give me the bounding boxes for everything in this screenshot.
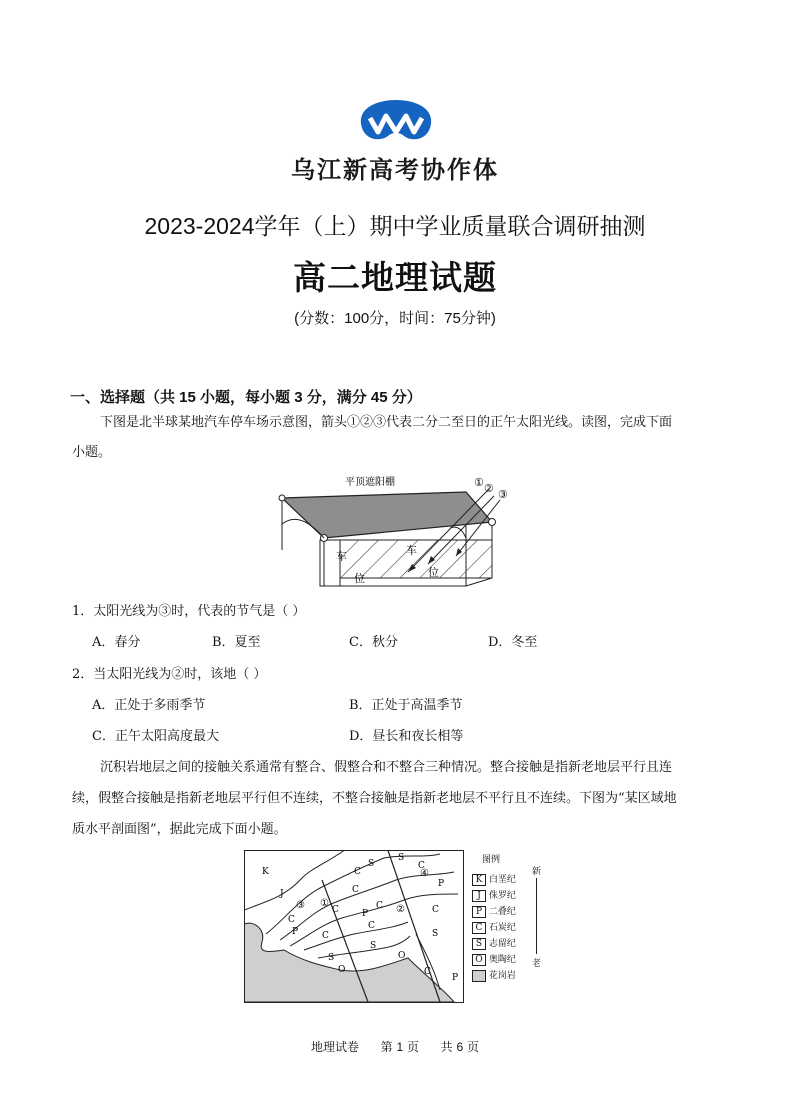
exam-title: 2023-2024学年（上）期中学业质量联合调研抽测 [144,213,646,239]
svg-text:C: C [376,901,383,911]
legend-swatch: S [472,938,486,950]
svg-text:C: C [288,915,295,925]
passage-1-line: 下图是北半球某地汽车停车场示意图，箭头①②③代表二分二至日的正午太阳光线。读图，完成下面 [100,415,673,430]
roof-label: 平顶遮阳棚 [345,477,395,488]
arrow-label-2: ② [484,482,494,495]
svg-text:O: O [398,951,406,961]
legend-label: 侏罗纪 [488,891,516,901]
footer-total-prefix: 共 [440,1040,453,1054]
legend-item [472,888,516,902]
question-1-option-b: B．夏至 [212,635,261,650]
footer-subject: 地理试卷 [310,1040,359,1054]
spot-char: 车 [406,544,417,557]
legend-item [472,920,516,934]
question-1-option-a: A．春分 [92,635,141,650]
legend-label: 二叠纪 [488,907,516,917]
legend-swatch: C [472,922,486,934]
spot-char: 位 [354,572,365,585]
svg-text:C: C [418,861,425,871]
marker-1: ① [320,898,329,909]
logo [356,98,436,144]
marker-3: ③ [296,900,305,911]
svg-text:S: S [398,853,405,863]
legend-title: 图例 [482,855,501,865]
svg-text:C: C [322,931,329,941]
svg-text:S: S [328,953,335,963]
footer-page-prefix: 第 [380,1040,393,1054]
svg-text:P: P [362,909,369,919]
svg-text:P: P [292,927,299,937]
marker-4: ④ [420,868,429,879]
marker-2: ② [396,904,405,915]
footer-total-suffix: 页 [467,1040,480,1054]
legend-item [472,968,516,982]
svg-text:O: O [338,965,346,975]
legend-label: 石炭纪 [488,923,516,933]
svg-text:C: C [352,885,359,895]
legend-swatch: K [472,874,486,886]
legend-item [472,952,516,966]
svg-text:S: S [370,941,377,951]
svg-text:P: P [452,973,459,983]
legend-label: 花岗岩 [488,971,516,981]
legend-label: 白垩纪 [488,875,516,885]
svg-text:S: S [432,929,439,939]
footer-total-num: 6 [456,1040,464,1054]
svg-text:S: S [368,859,375,869]
svg-text:C: C [368,921,375,931]
page-title: 高二地理试题 [293,258,497,297]
svg-text:C: C [432,905,439,915]
footer-page-num: 1 [396,1040,404,1054]
passage-2-line: 续，假整合接触是指新老地层平行但不连续，不整合接触是指新老地层不平行且不连续。下图为“某区域地 [72,791,677,806]
passage-2-line: 质水平剖面图”，据此完成下面小题。 [72,822,287,837]
legend-label: 奥陶纪 [488,955,516,965]
legend-swatch-granite [472,970,486,982]
question-2-option-c: C．正午太阳高度最大 [92,729,219,744]
org-name: 乌江新高考协作体 [291,156,499,184]
section-heading: 一、选择题（共 15 小题，每小题 3 分，满分 45 分） [70,389,422,406]
score-info: (分数：100分，时间：75分钟) [294,310,496,327]
passage-2-line: 沉积岩地层之间的接触关系通常有整合、假整合和不整合三种情况。整合接触是指新老地层平行且连 [100,760,673,775]
question-1-option-d: D．冬至 [488,635,538,650]
legend-item [472,872,516,886]
legend-label: 志留纪 [488,939,516,949]
page-footer [0,1038,790,1055]
age-new-label: 新 [532,867,542,877]
legend-swatch: J [472,890,486,902]
svg-text:J: J [280,889,284,899]
legend-swatch: P [472,906,486,918]
svg-text:C: C [332,905,339,915]
spot-char: 位 [428,566,439,579]
svg-text:P: P [438,879,445,889]
geo-map [244,850,468,1004]
svg-text:C: C [424,967,431,977]
legend-item [472,904,516,918]
passage-2 [72,752,722,845]
arrow-label-1: ① [474,476,484,489]
question-1-option-c: C．秋分 [349,635,398,650]
age-axis [536,878,537,954]
legend [468,852,558,987]
legend-swatch: O [472,954,486,966]
spot-char: 车 [336,550,347,563]
passage-1 [72,408,722,468]
svg-text:K: K [262,867,269,877]
logo-icon [356,98,436,144]
footer-page-mid: 页 [406,1040,419,1054]
question-2-option-a: A．正处于多雨季节 [92,698,206,713]
question-2-stem: 2．当太阳光线为②时，该地（ ） [72,667,267,682]
legend-item [472,936,516,950]
arrow-label-3: ③ [498,488,508,501]
passage-1-line: 小题。 [72,445,112,460]
question-1-stem: 1．太阳光线为③时，代表的节气是（ ） [72,604,306,619]
question-2-option-d: D．昼长和夜长相等 [349,729,464,744]
parking-figure [270,470,520,592]
svg-text:C: C [354,867,361,877]
question-2-option-b: B．正处于高温季节 [349,698,463,713]
age-old-label: 老 [532,959,542,969]
